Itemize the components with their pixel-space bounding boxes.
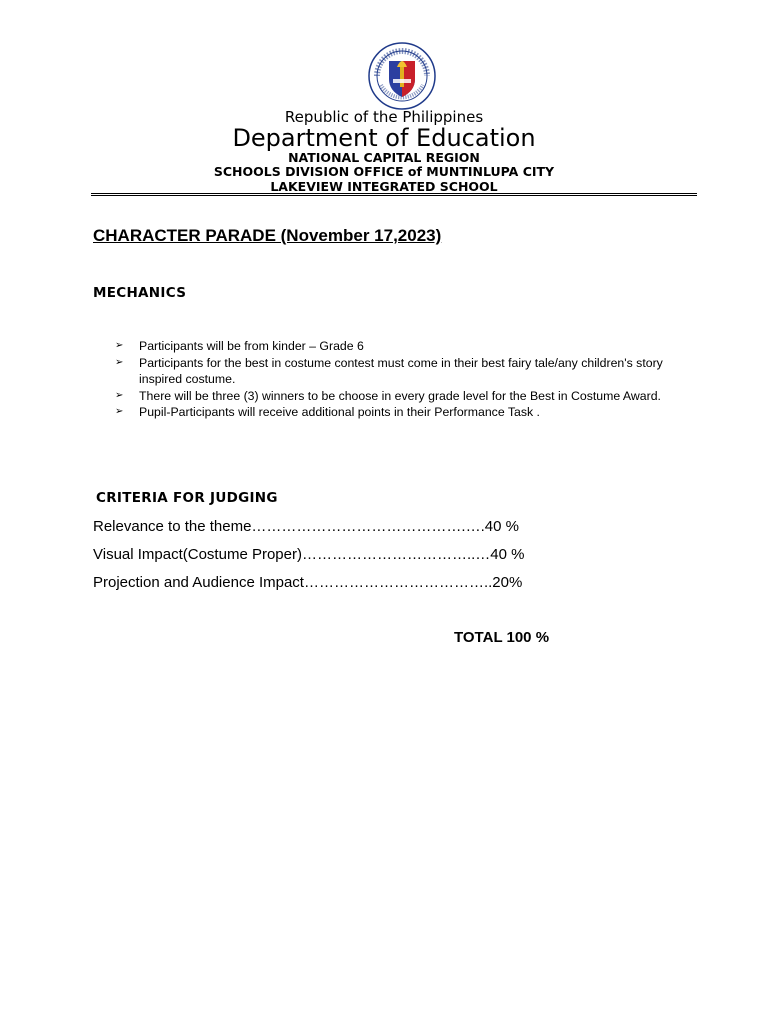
mechanics-item-text: Participants for the best in costume contest must come in their best fairy tale/any children's story inspired costume. bbox=[139, 355, 663, 386]
criteria-item: Visual Impact(Costume Proper)……………………………..…40 % bbox=[93, 546, 525, 563]
total-label: TOTAL 100 % bbox=[454, 629, 550, 646]
mechanics-item-text: There will be three (3) winners to be choose in every grade level for the Best in Costume Award. bbox=[139, 388, 661, 403]
arrow-bullet-icon: ➢ bbox=[115, 406, 124, 417]
list-item bbox=[115, 338, 685, 355]
deped-seal-icon bbox=[367, 41, 437, 111]
arrow-bullet-icon: ➢ bbox=[115, 389, 124, 401]
republic-label: Republic of the Philippines bbox=[284, 108, 484, 126]
division-label: SCHOOLS DIVISION OFFICE of MUNTINLUPA CITY bbox=[213, 164, 555, 179]
list-item bbox=[115, 355, 685, 388]
header-divider bbox=[91, 193, 697, 194]
school-label: LAKEVIEW INTEGRATED SCHOOL bbox=[270, 179, 498, 194]
list-item bbox=[115, 388, 685, 405]
arrow-bullet-icon: ➢ bbox=[115, 340, 124, 351]
mechanics-item-text: Pupil-Participants will receive additional points in their Performance Task . bbox=[139, 405, 540, 419]
list-item bbox=[115, 404, 685, 421]
mechanics-item-text: Participants will be from kinder – Grade 6 bbox=[139, 339, 364, 353]
region-label: NATIONAL CAPITAL REGION bbox=[288, 150, 480, 165]
criteria-heading: CRITERIA FOR JUDGING bbox=[96, 490, 278, 506]
document-title: CHARACTER PARADE (November 17,2023) bbox=[93, 226, 442, 245]
mechanics-heading: MECHANICS bbox=[93, 285, 187, 301]
arrow-bullet-icon: ➢ bbox=[115, 356, 124, 368]
mechanics-list bbox=[115, 338, 685, 421]
header-divider-thick bbox=[91, 195, 697, 196]
criteria-item: Relevance to the theme…………………………………….….40 % bbox=[93, 518, 519, 535]
criteria-item: Projection and Audience Impact………………………………..20% bbox=[93, 574, 523, 591]
department-title: Department of Education bbox=[232, 124, 536, 152]
